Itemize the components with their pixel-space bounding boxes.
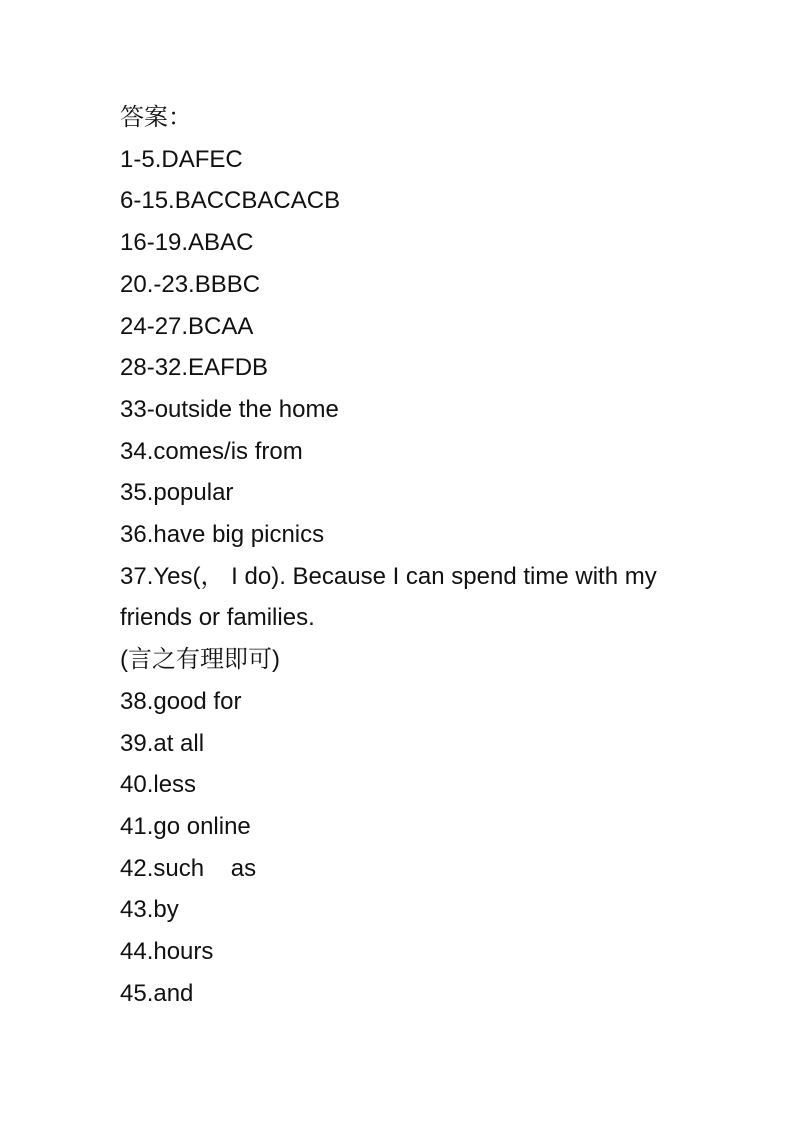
answer-line-40: 40.less — [120, 771, 197, 799]
answer-line-44: 44.hours — [120, 938, 214, 966]
answer-heading: 答案： — [120, 104, 192, 131]
answer-line-28-32: 28-32.EAFDB — [120, 354, 269, 382]
answer-line-42: 42.such as — [120, 854, 257, 882]
answer-line-1-5: 1-5.DAFEC — [120, 145, 243, 173]
answer-line-38: 38.good for — [120, 687, 242, 715]
answer-line-20-23: 20.-23.BBBC — [120, 270, 261, 298]
answer-line-35: 35.popular — [120, 479, 234, 507]
answer-line-45: 45.and — [120, 979, 194, 1007]
answer-line-39: 39.at all — [120, 729, 205, 757]
answer-line-34: 34.comes/is from — [120, 437, 303, 465]
answer-line-36: 36.have big picnics — [120, 521, 325, 549]
answer-line-43: 43.by — [120, 896, 179, 924]
answer-line-24-27: 24-27.BCAA — [120, 312, 254, 340]
answer-line-41: 41.go online — [120, 812, 251, 840]
answer-line-6-15: 6-15.BACCBACACB — [120, 187, 341, 215]
answer-line-33: 33-outside the home — [120, 395, 339, 423]
answer-line-37: 37.Yes(， I do). Because I can spend time with my friends or families. — [120, 562, 657, 632]
answer-key-document — [120, 97, 720, 1014]
answer-line-16-19: 16-19.ABAC — [120, 229, 254, 257]
answer-note: (言之有理即可) — [120, 646, 280, 674]
